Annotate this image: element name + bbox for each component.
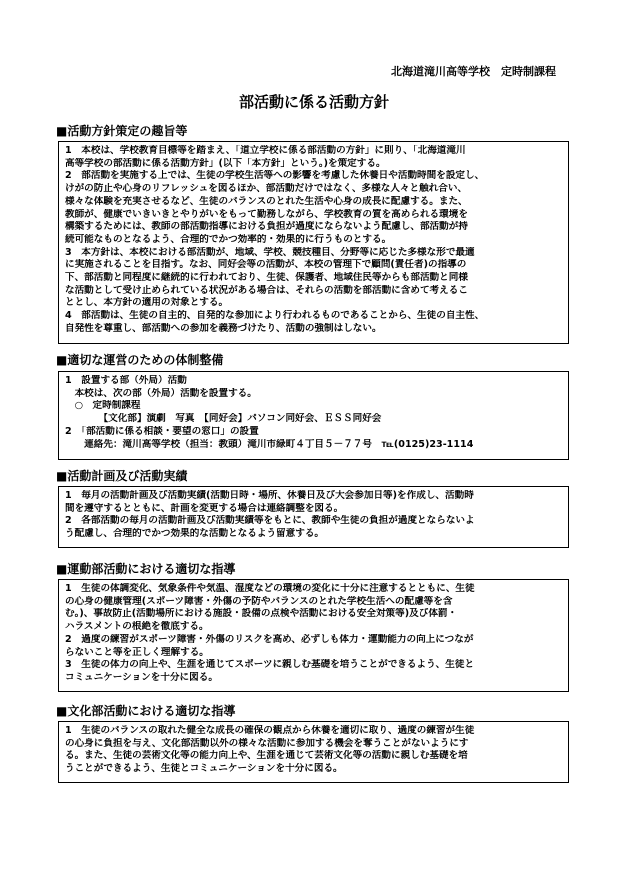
text-line: 【文化部】演劇 写真 【同好会】パソコン同好会、ＥＳＳ同好会: [65, 413, 382, 425]
text-line: む。)、事故防止(活動場所における施設・設備の点検や活動における安全対策等)及び体罰・: [65, 608, 458, 620]
text-line: 連絡先：滝川高等学校（担当：教頭）滝川市緑町４丁目５－７７号 ℡(0125)23-1114: [65, 438, 474, 450]
text-line: けがの防止や心身のリフレッシュを図るほか、部活動だけではなく、多様な人々と触れ合い、: [65, 183, 468, 195]
text-line: 教師が、健康でいきいきとやりがいをもって勤務しながら、学校教育の質を高められる環境を: [65, 208, 468, 220]
text-line: ととし、本方針の適用の対象とする。: [65, 297, 229, 309]
section-box-sports: [58, 579, 569, 692]
text-line: 自発性を尊重し、部活動への参加を義務づけたり、活動の強制はしない。: [65, 322, 382, 334]
text-line: 2 「部活動に係る相談・要望の窓口」の設置: [65, 425, 259, 437]
section-heading-culture: ■文化部活動における適切な指導: [56, 704, 236, 718]
text-line: う配慮し、合理的でかつ効果的な活動となるよう留意する。: [65, 528, 325, 540]
text-line: の心身に負担を与え、文化部活動以外の様々な活動に参加する機会を奪うことがないようにす: [65, 737, 469, 749]
text-line: 3 本方針は、本校における部活動が、地域、学校、競技種目、分野等に応じた多様な形で最適: [65, 246, 475, 258]
text-line: 1 毎月の活動計画及び活動実績(活動日時・場所、休養日及び大会参加日等)を作成し、活動時: [65, 490, 474, 501]
text-line: 続可能なものとなるよう、合理的でかつ効率的・効果的に行うものとする。: [65, 233, 392, 245]
text-line: 本校は、次の部（外局）活動を設置する。: [65, 387, 257, 399]
text-line: 3 生徒の体力の向上や、生涯を通じてスポーツに親しむ基礎を培うことができるよう、生徒と: [65, 659, 475, 671]
text-line: コミュニケーションを十分に図る。: [65, 671, 218, 683]
section-heading-plan: ■活動計画及び活動実績: [56, 469, 188, 483]
page-title: 部活動に係る活動方針: [238, 93, 389, 111]
text-line: 2 部活動を実施する上では、生徒の学校生活等への影響を考慮した休養日や活動時間を設定し、: [65, 170, 485, 182]
text-line: ハラスメントの根絶を徹底する。: [65, 621, 209, 633]
section-box-culture: [58, 721, 569, 783]
text-line: 構築するためには、教師の部活動指導における負担が過度にならないよう配慮し、部活動が持: [65, 221, 468, 233]
text-line: 1 本校は、学校教育目標等を踏まえ、「道立学校に係る部活動の方針」に則り、「北海道滝川: [65, 145, 466, 156]
text-line: 高等学校の部活動に係る活動方針」(以下「本方針」という。)を策定する。: [65, 157, 386, 169]
text-line: 2 各部活動の毎月の活動計画及び活動実績等をもとに、教師や生徒の負担が過度とならないよ: [65, 515, 475, 527]
section-heading-structure: ■適切な運営のための体制整備: [56, 353, 224, 367]
text-line: ○ 定時制課程: [65, 400, 141, 412]
text-line: な活動として受け止められている状況がある場合は、それらの活動を部活動に含めて考えるこ: [65, 284, 468, 296]
school-name: 北海道滝川高等学校 定時制課程: [391, 65, 556, 78]
section-box-policy: [58, 141, 569, 344]
text-line: に実施されることを目指す。なお、同好会等の活動が、本校の管理下で顧問(責任者)の指導の: [65, 259, 467, 271]
text-line: 4 部活動は、生徒の自主的、自発的な参加により行われるものであることから、生徒の自主性、: [65, 310, 485, 322]
text-line: 間を遵守するとともに、計画を変更する場合は連絡調整を図る。: [65, 502, 344, 514]
text-line: 様々な体験を充実させるなど、生徒のバランスのとれた生活や心身の成長に配慮する。また、: [65, 195, 468, 207]
section-box-plan: [58, 486, 569, 548]
text-line: らないこと等を正しく理解する。: [65, 646, 209, 658]
text-line: 1 生徒の体調変化、気象条件や気温、湿度などの環境の変化に十分に注意するとともに、生徒: [65, 583, 475, 594]
text-line: の心身の健康管理(スポーツ障害・外傷の予防やバランスのとれた学校生活への配慮等を含: [65, 595, 453, 607]
text-line: 1 生徒のバランスの取れた健全な成長の確保の観点から休養を適切に取り、過度の練習が生徒: [65, 725, 475, 736]
text-line: 下、部活動と同程度に継続的に行われており、生徒、保護者、地域住民等からも部活動と同様: [65, 272, 468, 284]
text-line: 2 過度の練習がスポーツ障害・外傷のリスクを高め、必ずしも体力・運動能力の向上につなが: [65, 633, 474, 645]
section-heading-sports: ■運動部活動における適切な指導: [56, 562, 236, 576]
section-box-structure: [58, 371, 569, 460]
section-heading-policy: ■活動方針策定の趣旨等: [56, 124, 188, 138]
text-line: うことができるよう、生徒とコミュニケーションを十分に図る。: [65, 763, 343, 775]
text-line: る。また、生徒の芸術文化等の能力向上や、生涯を通じて芸術文化等の活動に親しむ基礎を培: [65, 750, 468, 762]
text-line: 1 設置する部（外局）活動: [65, 375, 187, 386]
